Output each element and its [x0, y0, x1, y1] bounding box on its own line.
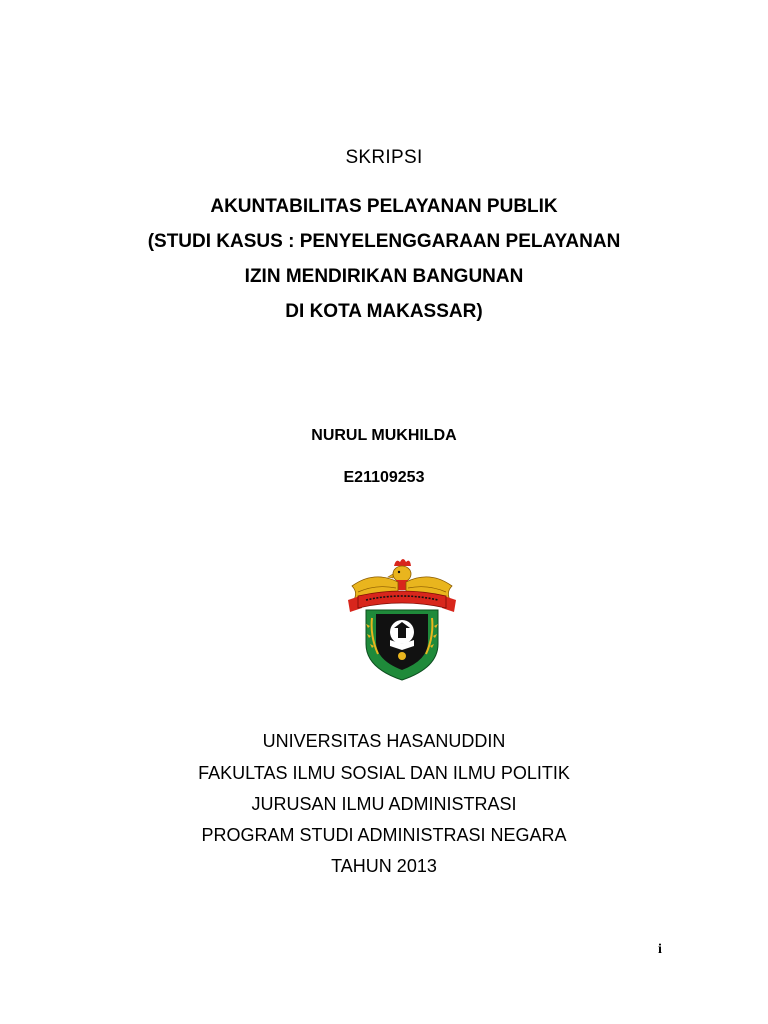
title-line-3: IZIN MENDIRIKAN BANGUNAN	[244, 266, 524, 287]
university-emblem-icon	[344, 556, 460, 684]
institution-year: TAHUN 2013	[331, 856, 437, 876]
page-number: i	[658, 942, 662, 957]
title-line-1: AKUNTABILITAS PELAYANAN PUBLIK	[210, 196, 558, 217]
institution-department: JURUSAN ILMU ADMINISTRASI	[251, 794, 517, 814]
institution-university: UNIVERSITAS HASANUDDIN	[262, 731, 506, 751]
author-name: NURUL MUKHILDA	[311, 427, 457, 444]
title-line-2: (STUDI KASUS : PENYELENGGARAAN PELAYANAN	[147, 231, 621, 252]
institution-faculty: FAKULTAS ILMU SOSIAL DAN ILMU POLITIK	[198, 763, 570, 783]
document-type: SKRIPSI	[345, 147, 423, 168]
title-line-4: DI KOTA MAKASSAR)	[285, 301, 483, 322]
student-id: E21109253	[343, 469, 425, 486]
institution-study-program: PROGRAM STUDI ADMINISTRASI NEGARA	[201, 825, 567, 845]
